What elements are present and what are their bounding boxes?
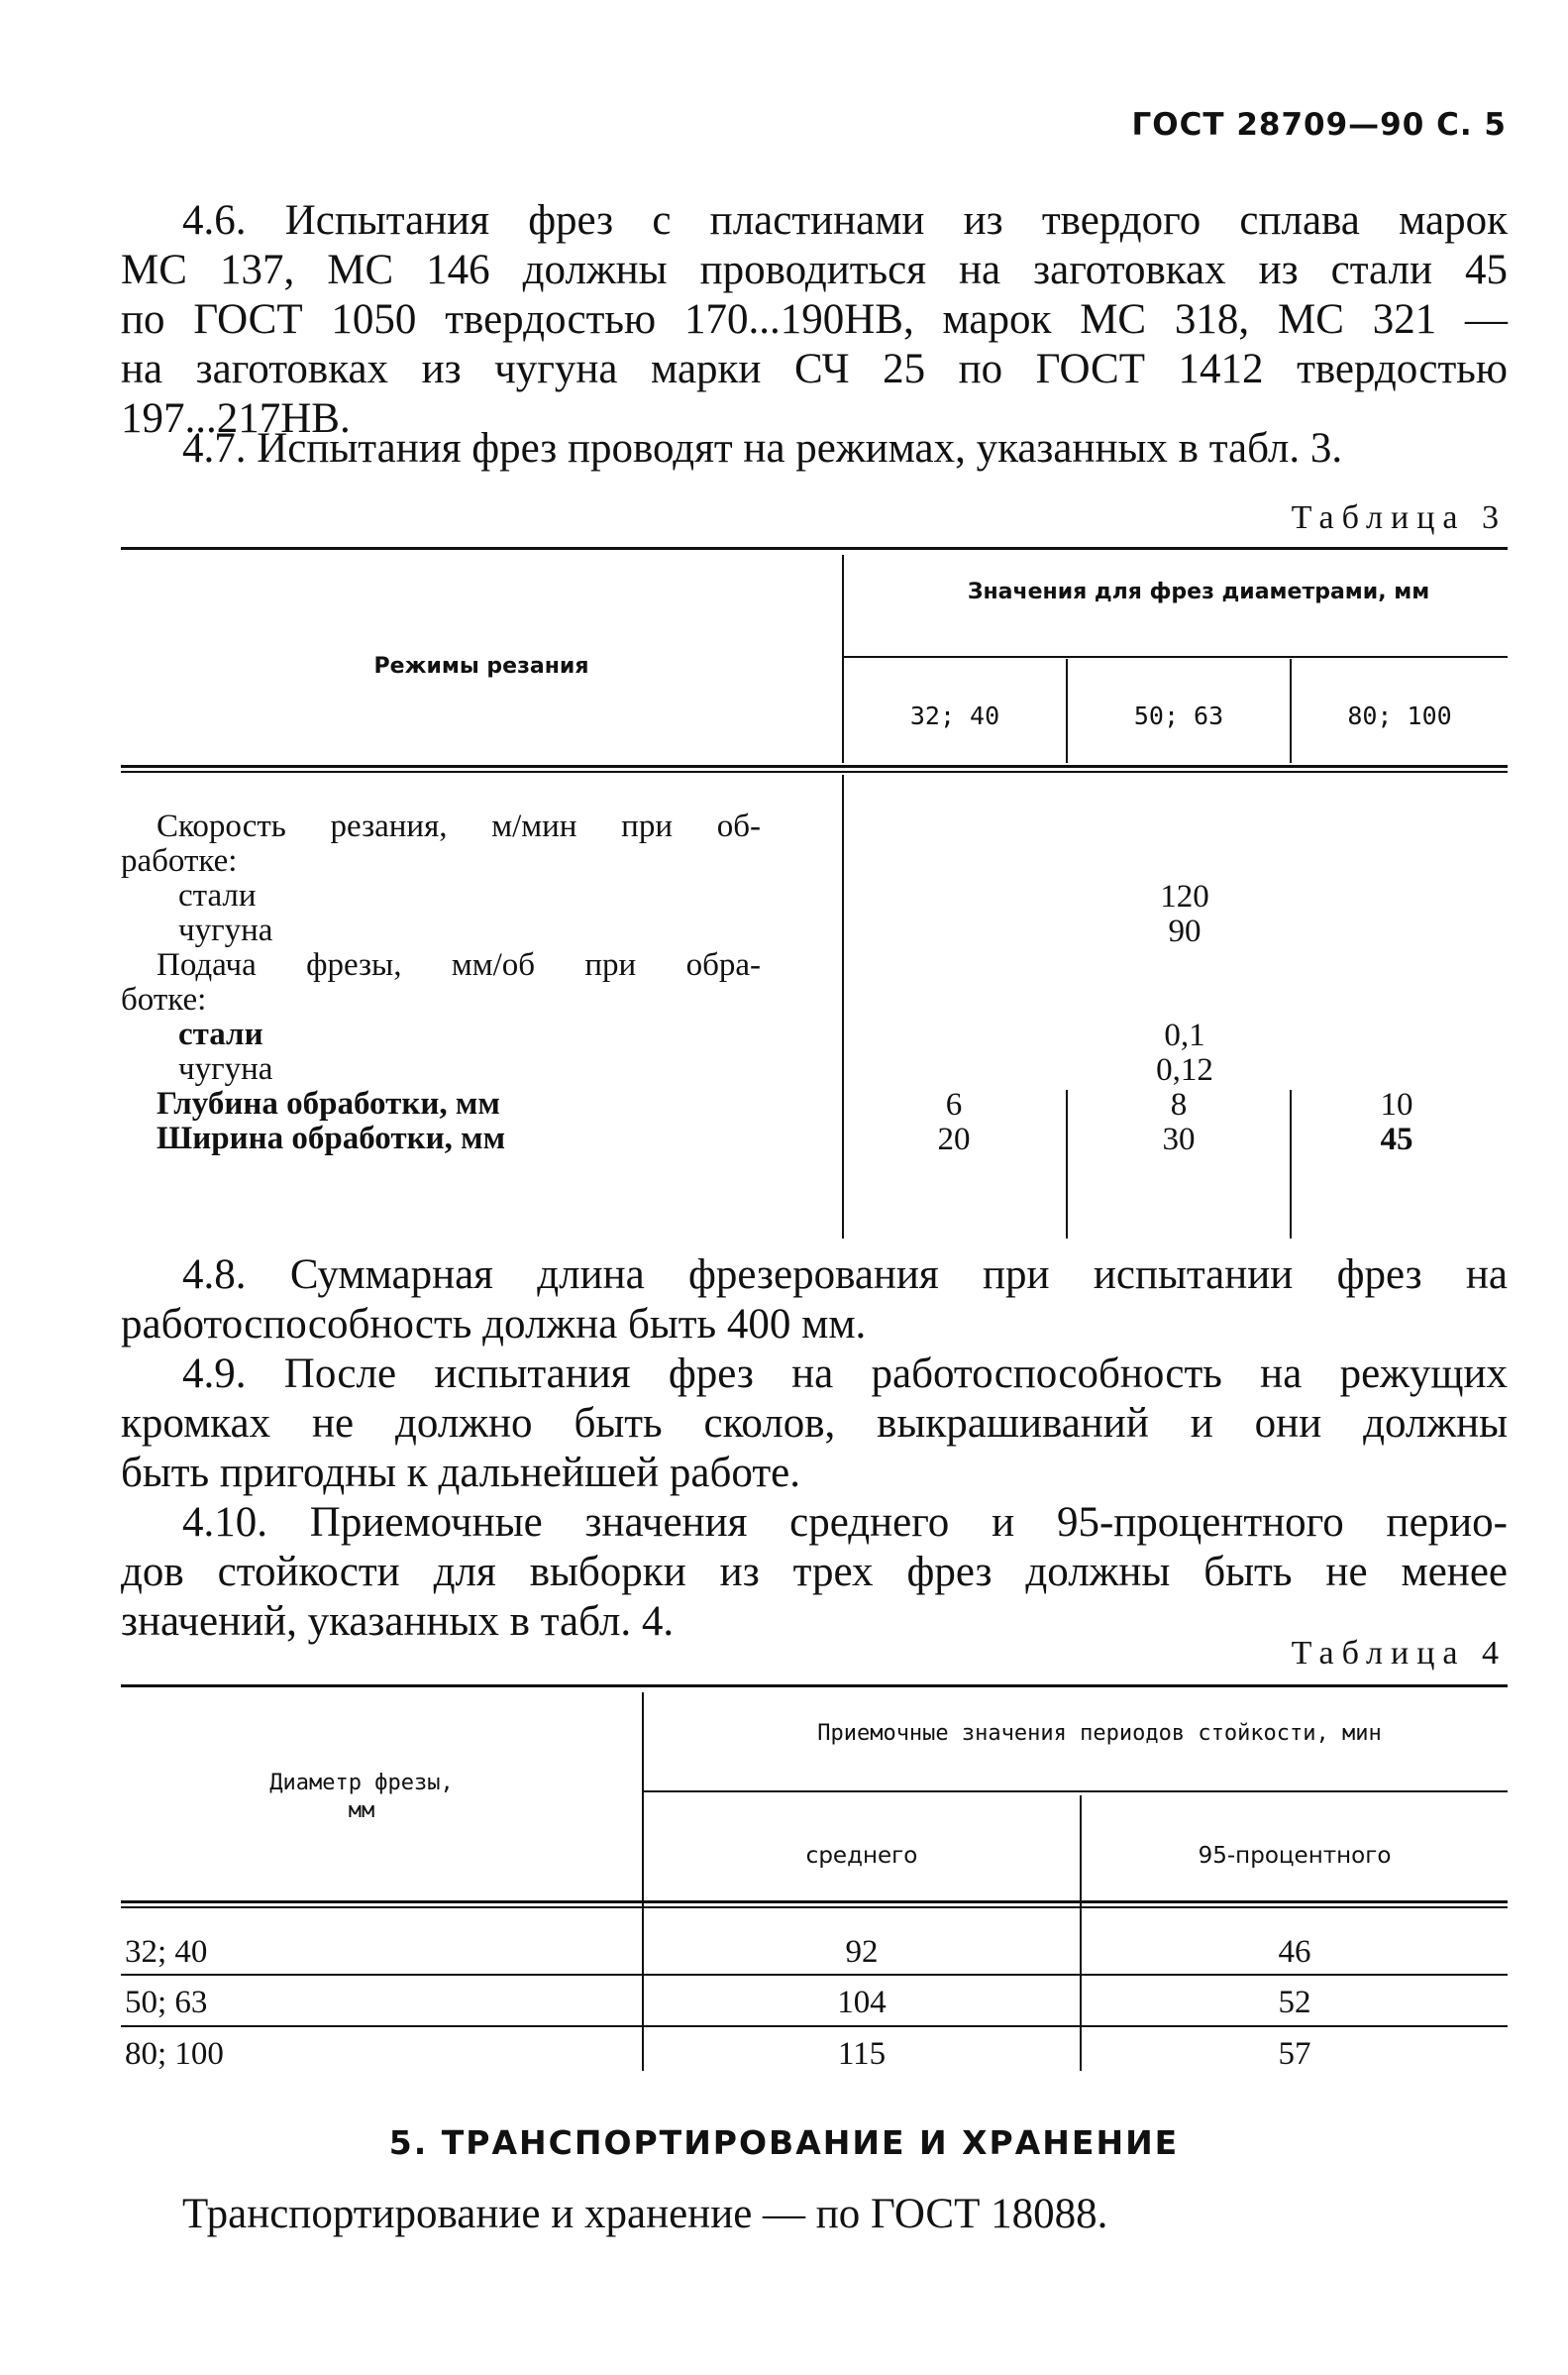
para-line: на заготовках из чугуна марки СЧ 25 по ГОСТ 1412 твердостью: [121, 346, 1508, 392]
table-cell: 10: [1380, 1087, 1413, 1123]
para-line: значений, указанных в табл. 4.: [121, 1598, 675, 1645]
table-cell: 6: [945, 1087, 963, 1123]
table4-col-95: 95-процентного: [1198, 1843, 1392, 1869]
table-cell: 46: [1278, 1934, 1311, 1970]
table-cell: 120: [1160, 879, 1209, 915]
table-cell: 8: [1170, 1087, 1188, 1123]
table3-diameter-3: 80; 100: [1347, 702, 1452, 730]
para-line: быть пригодны к дальнейшей работе.: [121, 1450, 800, 1496]
table3-col-group: Значения для фрез диаметрами, мм: [967, 580, 1430, 604]
table-row-label: чугуна: [178, 913, 273, 948]
paragraph-4-10: [121, 1498, 1508, 1647]
table-row-label: чугуна: [178, 1051, 273, 1087]
table-cell: 32; 40: [125, 1934, 208, 1970]
section-5-title: 5. ТРАНСПОРТИРОВАНИЕ И ХРАНЕНИЕ: [388, 2123, 1180, 2162]
table-cell: 0,1: [1164, 1018, 1205, 1053]
table-cell: 45: [1380, 1122, 1413, 1157]
table-row-label: Ширина обработки, мм: [157, 1121, 506, 1156]
table3-col-mode: Режимы резания: [373, 654, 589, 679]
table-cell: 30: [1162, 1122, 1196, 1157]
table4-col-group: Приемочные значения периодов стойкости, мин: [817, 1721, 1382, 1746]
table-cell: 20: [937, 1122, 971, 1157]
table4-col-diameter: Диаметр фрезы, мм: [269, 1771, 454, 1823]
table4-col-mean: среднего: [805, 1843, 918, 1869]
paragraph-4-8: [121, 1250, 1508, 1349]
table3-caption: Таблица 3: [1291, 499, 1507, 536]
table3-diameter-1: 32; 40: [909, 702, 1000, 730]
table-row-label: стали: [178, 1017, 263, 1052]
para-line: кромках не должно быть сколов, выкрашиваний и они должны: [121, 1400, 1508, 1447]
paragraph-4-6: [121, 196, 1508, 444]
table-cell: 104: [837, 1985, 887, 2020]
para-line: 4.6. Испытания фрез с пластинами из твердого сплава марок: [182, 197, 1508, 244]
page-header: ГОСТ 28709—90 С. 5: [1131, 107, 1507, 143]
table-cell: 0,12: [1156, 1052, 1213, 1088]
para-line: дов стойкости для выборки из трех фрез должны быть не менее: [121, 1549, 1508, 1595]
table-row-label: Подача фрезы, мм/об при обра-: [157, 947, 761, 983]
table-row-label: Глубина обработки, мм: [157, 1086, 500, 1122]
para-line: МС 137, МС 146 должны проводиться на заготовках из стали 45: [121, 247, 1508, 293]
section-5-text: Транспортирование и хранение — по ГОСТ 18088.: [182, 2191, 1108, 2237]
table-cell: 52: [1278, 1985, 1311, 2020]
table3-diameter-2: 50; 63: [1133, 702, 1224, 730]
table-row-label: стали: [178, 878, 257, 914]
para-line: по ГОСТ 1050 твердостью 170...190НВ, марок МС 318, МС 321 —: [121, 296, 1508, 343]
para-line: 4.10. Приемочные значения среднего и 95-процентного перио-: [182, 1499, 1508, 1546]
para-line: 4.8. Суммарная длина фрезерования при испытании фрез на: [182, 1251, 1508, 1298]
para-line: 4.9. После испытания фрез на работоспособность на режущих: [182, 1350, 1508, 1397]
table-cell: 90: [1168, 914, 1202, 949]
table-cell: 80; 100: [125, 2036, 224, 2072]
para-line: 4.7. Испытания фрез проводят на режимах, указанных в табл. 3.: [182, 425, 1343, 472]
table-row-label: ботке:: [121, 982, 207, 1018]
paragraph-4-7: [121, 424, 1508, 474]
table4-caption: Таблица 4: [1291, 1635, 1507, 1672]
paragraph-4-9: [121, 1349, 1508, 1498]
para-line: 197...217НВ.: [121, 395, 351, 442]
table-row-label: работке:: [121, 843, 238, 879]
table-row-label: Скорость резания, м/мин при об-: [157, 809, 761, 844]
table-cell: 50; 63: [125, 1985, 208, 2020]
table-cell: 57: [1278, 2036, 1311, 2072]
para-line: работоспособность должна быть 400 мм.: [121, 1301, 867, 1348]
table-cell: 115: [837, 2036, 887, 2072]
table-cell: 92: [845, 1934, 879, 1970]
